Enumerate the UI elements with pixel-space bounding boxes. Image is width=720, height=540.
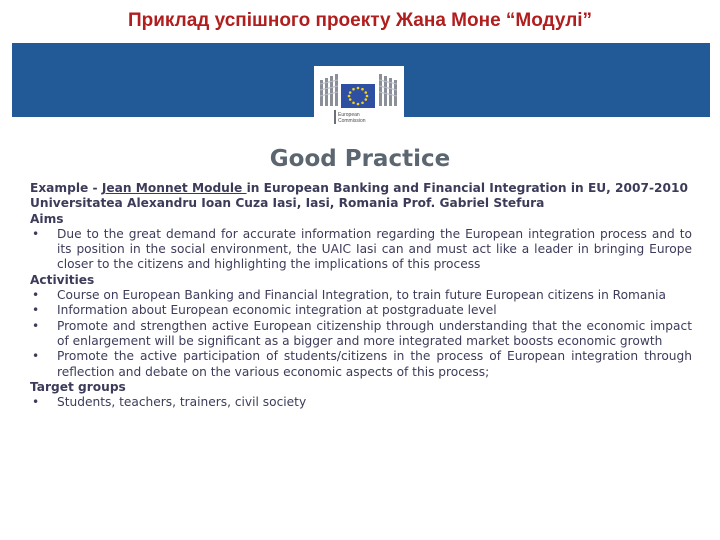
slide-content bbox=[30, 181, 692, 410]
slide-title: Приклад успішного проекту Жана Моне “Модулі” bbox=[127, 10, 593, 31]
activities-title: Activities bbox=[30, 272, 95, 287]
example-line: Example - Jean Monnet Module in European Banking and Financial Integration in EU, 2007-2010 bbox=[30, 181, 688, 195]
target-groups-list bbox=[30, 395, 692, 410]
european-commission-logo bbox=[314, 66, 404, 134]
bullet-icon: • bbox=[32, 288, 40, 303]
aims-list bbox=[30, 227, 692, 273]
bullet-icon: • bbox=[32, 226, 40, 241]
list-item: • Promote the active participation of students/citizens in the process of European integration through reflection and debate on the various economic aspects of this process; bbox=[32, 349, 692, 379]
target-groups-title: Target groups bbox=[30, 379, 126, 394]
university-line: Universitatea Alexandru Ioan Cuza Iasi, Iasi, Romania Prof. Gabriel Stefura bbox=[30, 196, 545, 211]
bullet-icon: • bbox=[32, 303, 40, 318]
list-item: • Promote and strengthen active European citizenship through understanding that the economic impact of enlargement will be significant as a bigger and more integrated market boosts economic growth bbox=[32, 318, 692, 348]
list-item: • Due to the great demand for accurate information regarding the European integration process and to its position in the social environment, the UAIC Iasi can and must act like a leader in bringing Europe closer to the citizens and highlighting the implications of this process bbox=[32, 226, 692, 272]
good-practice-heading: Good Practice bbox=[269, 146, 451, 172]
jean-monnet-module-link[interactable]: Jean Monnet Module bbox=[101, 181, 247, 195]
list-item: • Information about European economic integration at postgraduate level bbox=[32, 303, 497, 318]
bullet-icon: • bbox=[32, 349, 40, 364]
aims-title: Aims bbox=[30, 211, 64, 226]
activities-list bbox=[30, 288, 692, 380]
list-item: • Students, teachers, trainers, civil society bbox=[32, 395, 307, 410]
bullet-icon: • bbox=[32, 395, 40, 410]
logo-org-name: European Commission bbox=[338, 112, 366, 124]
bullet-icon: • bbox=[32, 318, 40, 333]
list-item: • Course on European Banking and Financial Integration, to train future European citizens in Romania bbox=[32, 288, 666, 303]
